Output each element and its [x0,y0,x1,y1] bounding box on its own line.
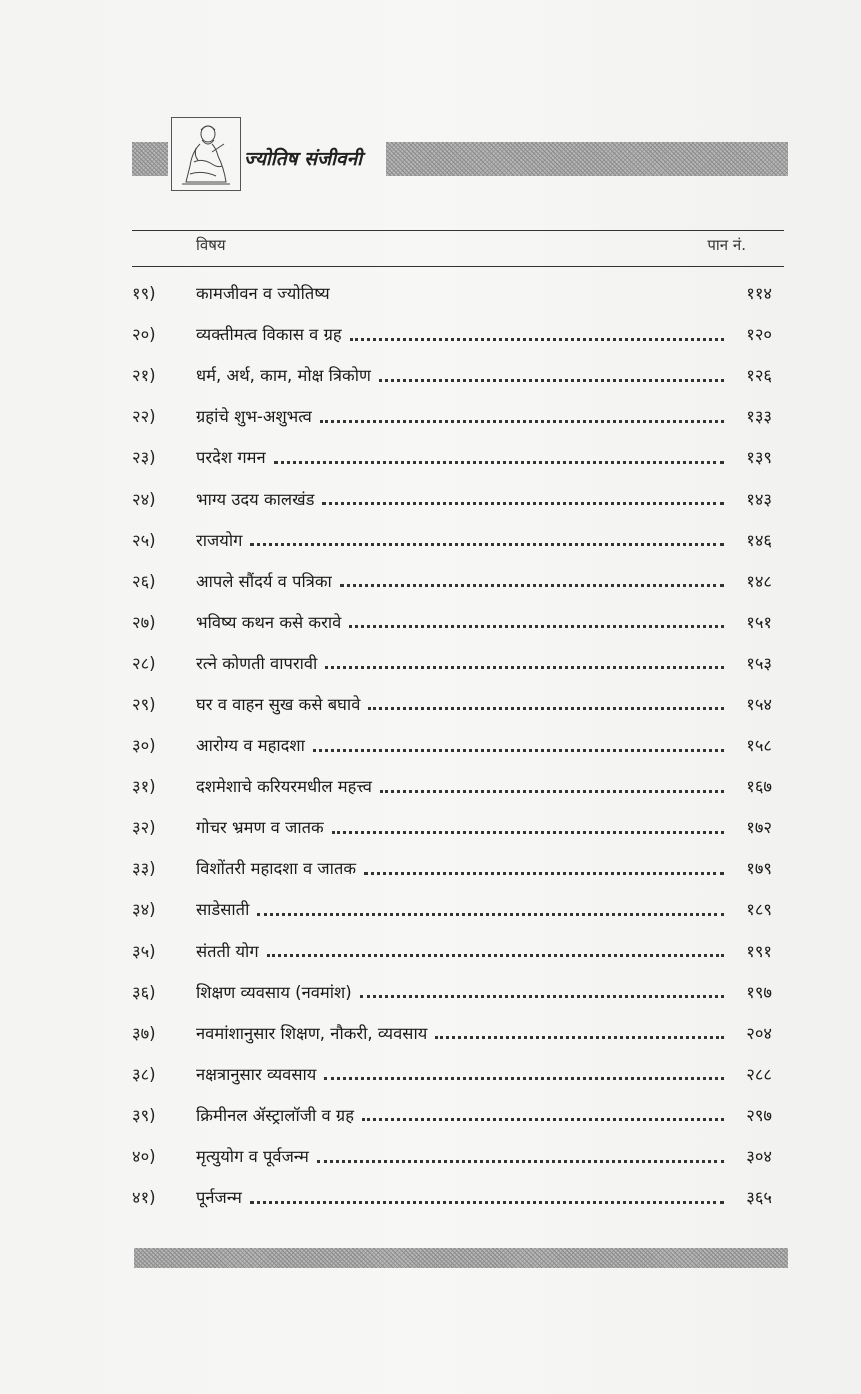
toc-entry-page: १६७ [746,777,772,797]
toc-entry [132,1176,772,1217]
toc-entry-title: शिक्षण व्यवसाय (नवमांश) [196,982,352,1002]
toc-entry-page: १५८ [746,736,772,756]
toc-entry-number: १९) [132,284,156,304]
toc-entry-number: ४१) [132,1188,156,1208]
book-title: ज्योतिष संजीवनी [244,148,363,170]
toc-entry-page: ३०४ [746,1147,772,1167]
dot-leader [320,419,724,423]
toc-entry [132,1135,772,1176]
toc-entry-number: ३०) [132,736,156,756]
toc-entry-number: २२) [132,407,156,427]
toc-entry-title: व्यक्तीमत्व विकास व ग्रह [196,325,342,345]
toc-entry-page: ११४ [746,284,772,304]
toc-entry-page: १९७ [746,982,772,1002]
toc-entry-number: ३९) [132,1105,156,1125]
toc-entry [132,971,772,1012]
toc-entry-title: संतती योग [196,941,259,961]
toc-entry-page: २९७ [746,1105,772,1125]
toc-entry-title: परदेश गमन [196,448,266,468]
toc-entry-number: ४०) [132,1147,156,1167]
toc-entry-number: ३६) [132,982,156,1002]
toc-entry-title: मृत्युयोग व पूर्वजन्म [196,1147,309,1167]
toc-entry-title: विशोंतरी महादशा व जातक [196,859,357,879]
toc-entry-number: २५) [132,530,156,550]
toc-entry-page: १२० [746,325,772,345]
toc-entry-title: ग्रहांचे शुभ-अशुभत्व [196,407,312,427]
toc-entry-page: १२६ [746,366,772,386]
dot-leader [325,665,724,669]
toc-entry-title: आरोग्य व महादशा [196,736,305,756]
toc-entry-number: ३३) [132,859,156,879]
table-of-contents [132,272,772,1217]
dot-leader [257,912,724,916]
toc-entry [132,519,772,560]
toc-entry-title: घर व वाहन सुख कसे बघावे [196,694,361,714]
toc-entry-number: २७) [132,612,156,632]
dot-leader [332,830,724,834]
column-header-page: पान नं. [707,236,746,254]
toc-entry-page: १७९ [746,859,772,879]
dot-leader [324,1076,724,1080]
toc-entry [132,806,772,847]
dot-leader [250,1200,724,1204]
dot-leader [360,994,724,998]
dot-leader [368,706,724,710]
toc-entry-title: पूर्नजन्म [196,1188,242,1208]
header-hatch-right [386,142,788,176]
toc-entry-page: १३३ [746,407,772,427]
dot-leader [322,501,724,505]
toc-entry-title: नक्षत्रानुसार व्यवसाय [196,1064,317,1084]
toc-entry [132,642,772,683]
toc-entry-page: ३६५ [746,1188,772,1208]
toc-entry-number: २९) [132,694,156,714]
toc-entry [132,560,772,601]
dot-leader [338,297,724,298]
dot-leader [313,748,724,752]
toc-entry-title: नवमांशानुसार शिक्षण, नौकरी, व्यवसाय [196,1023,428,1043]
toc-entry-page: १९१ [746,941,772,961]
toc-entry-number: ३२) [132,818,156,838]
toc-entry-page: १५४ [746,694,772,714]
toc-entry-page: १४३ [746,489,772,509]
toc-entry [132,930,772,971]
dot-leader [350,337,724,341]
toc-entry-title: धर्म, अर्थ, काम, मोक्ष त्रिकोण [196,366,371,386]
toc-entry-number: ३५) [132,941,156,961]
toc-entry-number: २०) [132,325,156,345]
toc-entry-number: २३) [132,448,156,468]
toc-entry [132,765,772,806]
toc-entry [132,354,772,395]
toc-entry-title: भविष्य कथन कसे करावे [196,612,342,632]
dot-leader [267,953,724,957]
dot-leader [435,1035,724,1039]
sage-drawing-icon [172,118,240,190]
toc-entry-title: राजयोग [196,530,243,550]
toc-entry-page: १३९ [746,448,772,468]
column-header-subject: विषय [196,236,226,254]
toc-entry [132,601,772,642]
toc-entry [132,313,772,354]
header-hatch-left [132,142,168,176]
toc-entry [132,436,772,477]
dot-leader [317,1159,724,1163]
toc-entry-number: ३१) [132,777,156,797]
toc-entry-number: २६) [132,571,156,591]
table-head-top-rule [132,230,784,231]
dot-leader [340,583,724,587]
dot-leader [380,789,724,793]
toc-entry-page: १४६ [746,530,772,550]
toc-entry-page: १४८ [746,571,772,591]
toc-entry [132,888,772,929]
toc-entry-title: गोचर भ्रमण व जातक [196,818,324,838]
footer-band [134,1248,788,1268]
toc-entry-number: ३७) [132,1023,156,1043]
toc-entry-page: २८८ [746,1064,772,1084]
toc-entry-page: १५३ [746,653,772,673]
toc-entry-title: दशमेशाचे करियरमधील महत्त्व [196,777,372,797]
toc-entry-title: साडेसाती [196,900,250,920]
toc-entry-title: आपले सौंदर्य व पत्रिका [196,571,332,591]
toc-entry-page: १८९ [746,900,772,920]
dot-leader [362,1117,724,1121]
toc-entry [132,724,772,765]
toc-entry [132,1012,772,1053]
toc-entry-page: २०४ [746,1023,772,1043]
toc-entry [132,1053,772,1094]
toc-entry-title: क्रिमीनल ॲस्ट्रालॉजी व ग्रह [196,1105,354,1125]
toc-entry-number: ३४) [132,900,156,920]
toc-entry [132,477,772,518]
dot-leader [364,871,724,875]
toc-entry-number: २१) [132,366,156,386]
dot-leader [250,542,724,546]
toc-entry-number: २८) [132,653,156,673]
sage-portrait-illustration [171,117,241,191]
table-head-bottom-rule [132,266,784,267]
dot-leader [349,624,724,628]
toc-entry [132,1094,772,1135]
toc-entry [132,395,772,436]
dot-leader [379,378,724,382]
toc-entry-page: १५१ [746,612,772,632]
toc-entry [132,683,772,724]
toc-entry-page: १७२ [746,818,772,838]
toc-entry [132,847,772,888]
toc-entry-title: भाग्य उदय कालखंड [196,489,315,509]
toc-entry-number: ३८) [132,1064,156,1084]
toc-entry-number: २४) [132,489,156,509]
dot-leader [274,460,724,464]
toc-entry [132,272,772,313]
toc-entry-title: रत्ने कोणती वापरावी [196,653,318,673]
toc-entry-title: कामजीवन व ज्योतिष्य [196,284,330,304]
